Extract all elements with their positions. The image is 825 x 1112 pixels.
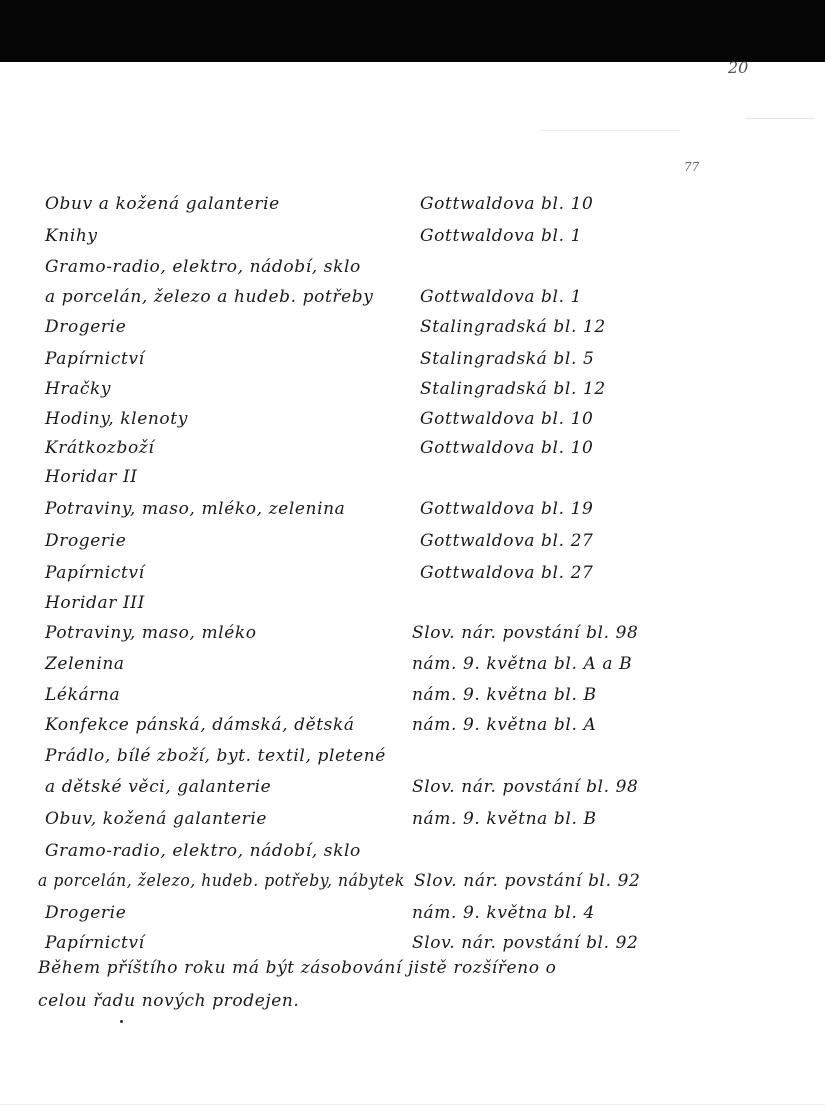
store-address: Slov. nár. povstání bl. 98 <box>412 777 639 797</box>
store-entry <box>0 348 825 378</box>
store-entry <box>0 684 825 714</box>
scan-top-band <box>0 0 825 62</box>
store-entry <box>0 378 825 408</box>
store-type: Prádlo, bílé zboží, byt. textil, pletené <box>45 746 386 766</box>
ink-dot <box>120 1020 123 1023</box>
store-type: a dětské věci, galanterie <box>45 777 272 797</box>
store-entry <box>0 225 825 255</box>
store-address: Gottwaldova bl. 10 <box>420 409 594 429</box>
bleed-through-mark <box>540 130 680 145</box>
store-entry <box>0 840 825 870</box>
store-address: Slov. nár. povstání bl. 92 <box>414 871 641 891</box>
store-type: Papírnictví <box>45 933 145 953</box>
store-address: Gottwaldova bl. 19 <box>420 499 594 519</box>
store-entry <box>0 193 825 223</box>
store-type: Drogerie <box>45 903 127 923</box>
store-address: nám. 9. května bl. A <box>412 715 597 735</box>
store-type: Lékárna <box>45 685 121 705</box>
store-type: Horidar II <box>45 467 138 487</box>
store-address: Stalingradská bl. 5 <box>420 349 595 369</box>
scan-edge <box>0 1104 825 1105</box>
store-type: Papírnictví <box>45 563 145 583</box>
store-address: Gottwaldova bl. 1 <box>420 287 583 307</box>
store-entry <box>0 592 825 622</box>
store-type: Gramo-radio, elektro, nádobí, sklo <box>45 841 361 861</box>
store-entry <box>0 466 825 496</box>
closing-line-1: Během příštího roku má být zásobování jistě rozšířeno o <box>38 958 557 978</box>
store-type: Zelenina <box>45 654 125 674</box>
store-type: Knihy <box>45 226 98 246</box>
store-type: Drogerie <box>45 317 127 337</box>
store-type: Hodiny, klenoty <box>45 409 188 429</box>
store-entry <box>0 530 825 560</box>
store-entry <box>0 776 825 806</box>
store-entry <box>0 316 825 346</box>
store-type: Obuv a kožená galanterie <box>45 194 280 214</box>
store-entry <box>0 653 825 683</box>
store-address: Gottwaldova bl. 27 <box>420 531 594 551</box>
store-entry <box>0 870 825 900</box>
store-entry <box>0 902 825 932</box>
store-entry <box>0 408 825 438</box>
store-address: Slov. nár. povstání bl. 92 <box>412 933 639 953</box>
store-type: Obuv, kožená galanterie <box>45 809 268 829</box>
store-type: Hračky <box>45 379 112 399</box>
corner-mark: 77 <box>684 160 700 174</box>
store-type: Potraviny, maso, mléko, zelenina <box>45 499 346 519</box>
store-address: Gottwaldova bl. 10 <box>420 194 594 214</box>
store-type: Krátkozboží <box>45 438 155 458</box>
store-type: Potraviny, maso, mléko <box>45 623 257 643</box>
store-type: a porcelán, železo a hudeb. potřeby <box>45 287 374 307</box>
bleed-through-mark <box>745 118 815 133</box>
store-entry <box>0 562 825 592</box>
store-address: Gottwaldova bl. 1 <box>420 226 583 246</box>
store-type: Konfekce pánská, dámská, dětská <box>45 715 355 735</box>
store-entry <box>0 808 825 838</box>
store-address: Gottwaldova bl. 10 <box>420 438 594 458</box>
store-type: Horidar III <box>45 593 145 613</box>
store-address: Slov. nár. povstání bl. 98 <box>412 623 639 643</box>
store-type: Papírnictví <box>45 349 145 369</box>
store-address: Stalingradská bl. 12 <box>420 317 606 337</box>
store-entry <box>0 498 825 528</box>
store-address: nám. 9. května bl. 4 <box>412 903 595 923</box>
store-entry <box>0 286 825 316</box>
store-address: nám. 9. května bl. B <box>412 809 597 829</box>
store-type: Gramo-radio, elektro, nádobí, sklo <box>45 257 361 277</box>
store-address: Gottwaldova bl. 27 <box>420 563 594 583</box>
store-entry <box>0 745 825 775</box>
store-entry <box>0 437 825 467</box>
store-type: a porcelán, železo, hudeb. potřeby, nábytek <box>38 871 405 891</box>
closing-line-2: celou řadu nových prodejen. <box>38 991 300 1011</box>
page-number: 20 <box>728 58 749 77</box>
store-address: Stalingradská bl. 12 <box>420 379 606 399</box>
store-address: nám. 9. května bl. B <box>412 685 597 705</box>
store-address: nám. 9. května bl. A a B <box>412 654 633 674</box>
store-entry <box>0 714 825 744</box>
store-type: Drogerie <box>45 531 127 551</box>
store-entry <box>0 622 825 652</box>
store-entry <box>0 256 825 286</box>
